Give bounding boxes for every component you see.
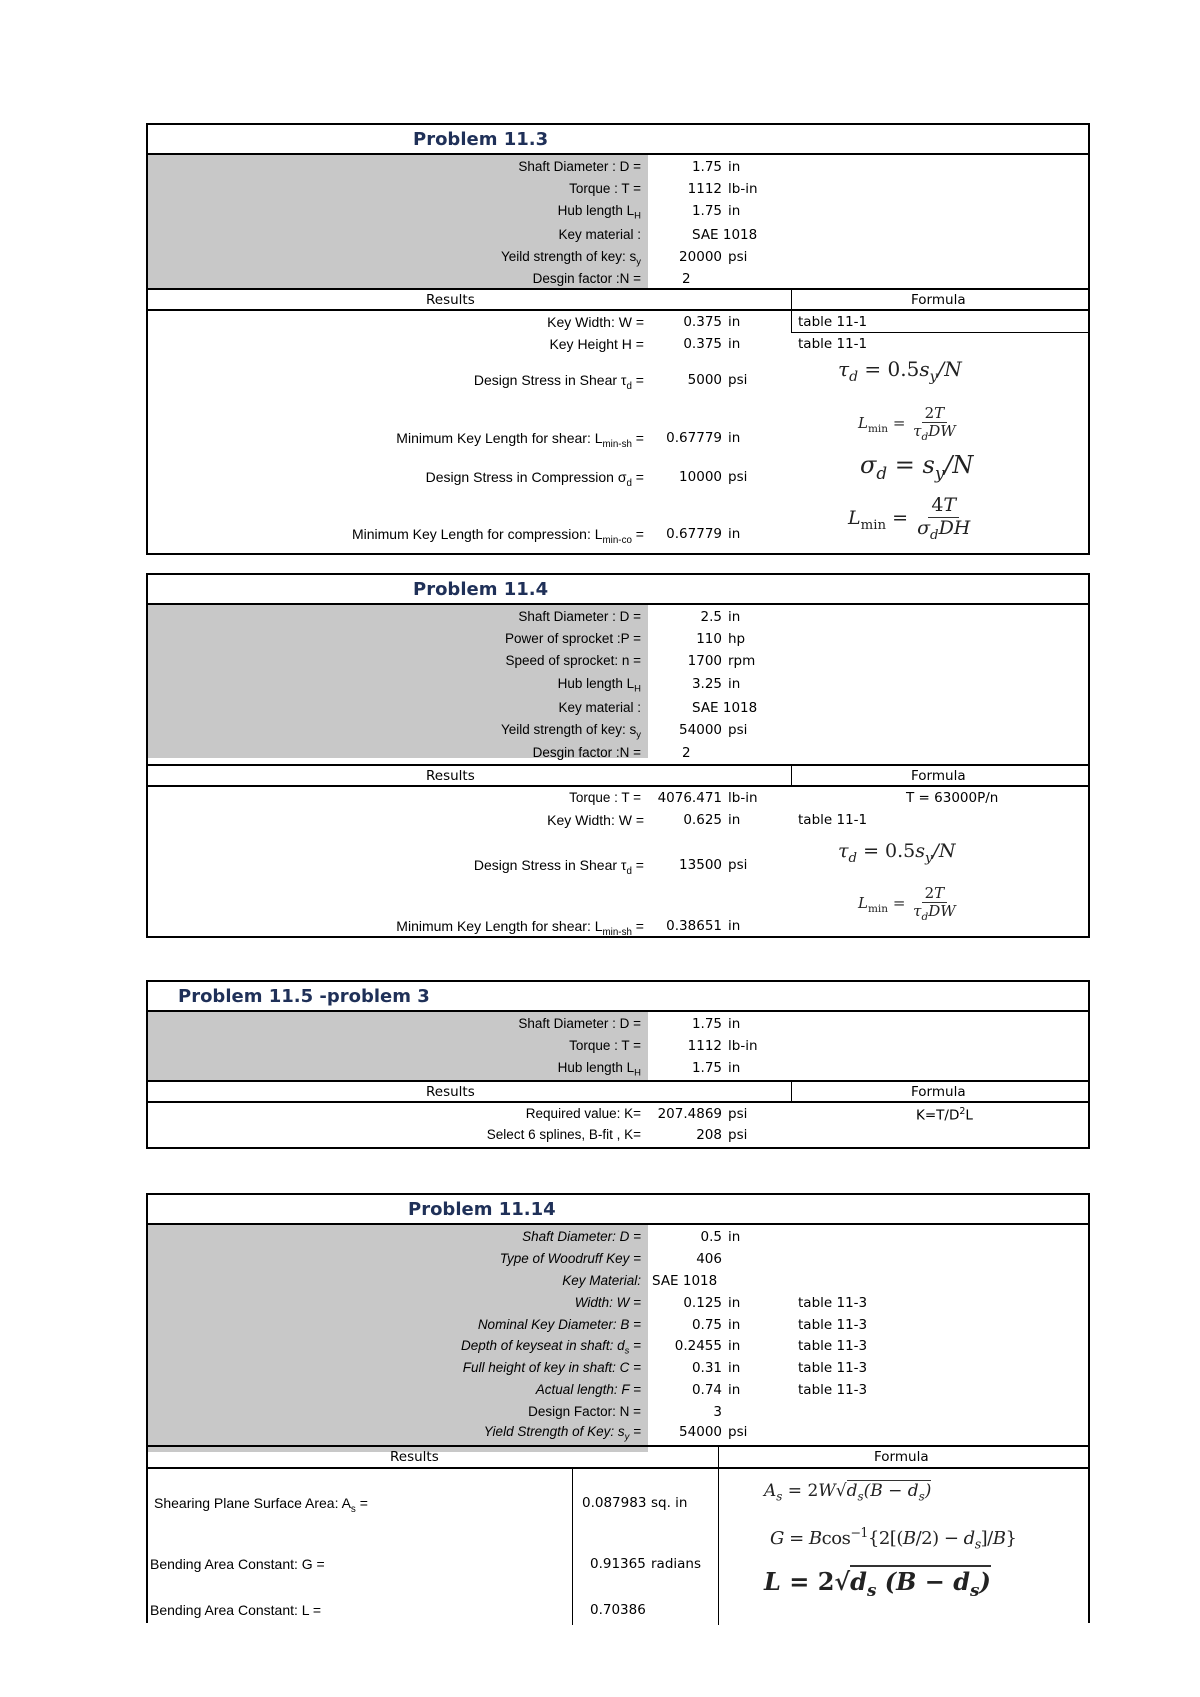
input-label: Design Factor: N = bbox=[528, 1404, 641, 1419]
input-value: 3.25 bbox=[691, 676, 722, 692]
input-unit: hp bbox=[728, 631, 746, 647]
result-unit: sq. in bbox=[651, 1495, 688, 1511]
result-unit: in bbox=[728, 918, 741, 934]
result-unit: psi bbox=[728, 857, 748, 873]
input-unit: psi bbox=[728, 1424, 748, 1440]
result-value: 207.4869 bbox=[657, 1106, 722, 1122]
input-unit: in bbox=[728, 1382, 741, 1398]
result-unit: in bbox=[728, 336, 741, 352]
input-value: SAE 1018 bbox=[692, 700, 758, 716]
problem-11-14-table bbox=[146, 1193, 1090, 1623]
input-value: 1.75 bbox=[691, 1016, 722, 1032]
problem-11-5-table bbox=[146, 980, 1090, 1149]
input-label: Nominal Key Diameter: B = bbox=[477, 1317, 641, 1332]
input-label: Hub length $L_H$ bbox=[557, 203, 641, 222]
formula-min-length-shear: $L_{min}$ = $\frac{2T}{\tau_dDW}$ bbox=[858, 884, 956, 924]
formula-torque: T = 63000P/n bbox=[906, 790, 999, 806]
input-unit: in bbox=[728, 203, 741, 219]
input-label: Yeild strength of key: $s_y$ bbox=[500, 722, 641, 741]
table-reference: table 11-1 bbox=[798, 336, 868, 352]
result-label: Design Stress in Shear $\tau_d$ = bbox=[473, 857, 644, 877]
formula-design-stress-shear: $\tau_d = 0.5s_y/N$ bbox=[838, 357, 962, 385]
input-unit: psi bbox=[728, 722, 748, 738]
input-label: Shaft Diameter : D = bbox=[518, 1016, 641, 1031]
input-label: Shaft Diameter: D = bbox=[522, 1229, 641, 1244]
input-value: 1700 bbox=[687, 653, 722, 669]
result-value: 4076.471 bbox=[657, 790, 722, 806]
result-value: 0.375 bbox=[683, 336, 722, 352]
input-label: Hub length $L_H$ bbox=[557, 1060, 641, 1079]
input-unit: rpm bbox=[728, 653, 756, 669]
input-unit: in bbox=[728, 676, 741, 692]
result-value: 0.70386 bbox=[590, 1602, 646, 1618]
result-label: Design Stress in Shear $\tau_d$ = bbox=[473, 372, 644, 392]
table-reference: table 11-3 bbox=[798, 1295, 868, 1311]
formula-header: Formula bbox=[911, 1084, 966, 1100]
result-unit: in bbox=[728, 430, 741, 446]
input-unit: in bbox=[728, 1295, 741, 1311]
result-value: 0.087983 bbox=[582, 1495, 647, 1511]
divider bbox=[148, 764, 1088, 766]
input-unit: lb-in bbox=[728, 1038, 758, 1054]
input-value: 2 bbox=[682, 745, 691, 761]
column-divider bbox=[791, 764, 792, 786]
column-divider bbox=[791, 1080, 792, 1102]
input-label: Torque : T = bbox=[569, 1038, 641, 1053]
input-unit: in bbox=[728, 1317, 741, 1333]
input-value: 54000 bbox=[679, 1424, 722, 1440]
input-value: 1.75 bbox=[691, 1060, 722, 1076]
divider bbox=[148, 785, 1088, 787]
input-value: 0.75 bbox=[691, 1317, 722, 1333]
input-label: Type of Woodruff Key = bbox=[499, 1251, 641, 1266]
problem-title: Problem 11.14 bbox=[408, 1199, 556, 1220]
result-value: 0.67779 bbox=[666, 430, 722, 446]
result-value: 5000 bbox=[687, 372, 722, 388]
input-unit: in bbox=[728, 1360, 741, 1376]
input-label: Full height of key in shaft: C = bbox=[462, 1360, 641, 1375]
input-value: SAE 1018 bbox=[652, 1273, 718, 1289]
table-reference: table 11-3 bbox=[798, 1382, 868, 1398]
result-label: Select 6 splines, B-fit , K= bbox=[486, 1127, 641, 1142]
input-value: 1.75 bbox=[691, 159, 722, 175]
column-divider bbox=[791, 288, 792, 310]
result-label: Key Width: W = bbox=[547, 314, 644, 330]
formula-k: $K=T/D^2L$ bbox=[916, 1106, 973, 1124]
results-header: Results bbox=[390, 1449, 439, 1465]
result-unit: psi bbox=[728, 1106, 748, 1122]
result-value: 0.625 bbox=[683, 812, 722, 828]
results-header: Results bbox=[426, 768, 475, 784]
input-value: 406 bbox=[696, 1251, 722, 1267]
input-value: 54000 bbox=[679, 722, 722, 738]
result-label: Bending Area Constant: G = bbox=[150, 1556, 325, 1572]
input-value: 20000 bbox=[679, 249, 722, 265]
column-divider bbox=[718, 1445, 719, 1625]
input-unit: in bbox=[728, 1229, 741, 1245]
column-divider bbox=[572, 1467, 573, 1625]
input-label: Key material : bbox=[558, 700, 641, 715]
input-value: 3 bbox=[713, 1404, 722, 1420]
table-reference: table 11-1 bbox=[798, 314, 868, 330]
table-reference: table 11-3 bbox=[798, 1360, 868, 1376]
result-label: Design Stress in Compression $\sigma_d$ = bbox=[425, 469, 644, 489]
input-value: 110 bbox=[696, 631, 722, 647]
input-label: Torque : T = bbox=[569, 181, 641, 196]
input-value: 1.75 bbox=[691, 203, 722, 219]
formula-min-length-shear: $L_{min}$ = $\frac{2T}{\tau_dDW}$ bbox=[858, 404, 956, 444]
input-label: Speed of sprocket: n = bbox=[505, 653, 641, 668]
result-unit: psi bbox=[728, 1127, 748, 1143]
divider bbox=[148, 309, 1088, 311]
formula-header: Formula bbox=[911, 292, 966, 308]
formula-design-stress-shear: $\tau_d = 0.5s_y/N$ bbox=[838, 840, 956, 866]
result-label: Required value: K= bbox=[525, 1106, 641, 1121]
result-value: 0.38651 bbox=[666, 918, 722, 934]
divider bbox=[148, 1101, 1088, 1103]
input-value: 1112 bbox=[687, 181, 722, 197]
result-label: Minimum Key Length for compression: $L_{min-co}$ = bbox=[351, 526, 644, 546]
input-label: Shaft Diameter : D = bbox=[518, 159, 641, 174]
input-unit: psi bbox=[728, 249, 748, 265]
input-label: Hub length $L_H$ bbox=[557, 676, 641, 695]
divider bbox=[148, 1080, 1088, 1082]
table-reference: table 11-3 bbox=[798, 1317, 868, 1333]
result-value: 208 bbox=[696, 1127, 722, 1143]
divider bbox=[791, 332, 1088, 333]
input-label: Desgin factor :N = bbox=[532, 271, 641, 286]
formula-header: Formula bbox=[911, 768, 966, 784]
input-label: Yeild strength of key: $s_y$ bbox=[500, 249, 641, 268]
results-header: Results bbox=[426, 292, 475, 308]
input-label: Key Material: bbox=[562, 1273, 641, 1288]
formula-bending-constant-g: $G = Bcos^{-1}\{2[(B/2) - d_s]/B\}$ bbox=[770, 1525, 1017, 1552]
input-value: 0.31 bbox=[691, 1360, 722, 1376]
result-label: Minimum Key Length for shear: $L_{min-sh}$ = bbox=[396, 918, 644, 938]
input-unit: in bbox=[728, 159, 741, 175]
problem-11-4-table bbox=[146, 573, 1090, 938]
formula-shearing-area: $A_s = 2W√d_s(B - d_s)$ bbox=[764, 1481, 932, 1504]
input-label: Actual length: F = bbox=[535, 1382, 641, 1397]
table-reference: table 11-1 bbox=[798, 812, 868, 828]
input-unit: in bbox=[728, 1060, 741, 1076]
input-value: 0.74 bbox=[691, 1382, 722, 1398]
input-label: Key material : bbox=[558, 227, 641, 242]
input-unit: lb-in bbox=[728, 181, 758, 197]
input-value: 0.125 bbox=[683, 1295, 722, 1311]
result-label: Bending Area Constant: L = bbox=[150, 1602, 322, 1618]
result-value: 0.375 bbox=[683, 314, 722, 330]
divider bbox=[148, 288, 1088, 290]
result-label: Shearing Plane Surface Area: $A_s$ = bbox=[154, 1495, 368, 1515]
result-unit: in bbox=[728, 812, 741, 828]
divider bbox=[148, 1445, 1088, 1447]
input-label: Power of sprocket :P = bbox=[505, 631, 641, 646]
result-unit: in bbox=[728, 526, 741, 542]
input-label: Width: W = bbox=[574, 1295, 641, 1310]
results-header: Results bbox=[426, 1084, 475, 1100]
problem-title: Problem 11.5 -problem 3 bbox=[178, 986, 430, 1007]
input-label: Depth of keyseat in shaft: $d_s$ = bbox=[461, 1338, 641, 1357]
result-unit: in bbox=[728, 314, 741, 330]
result-value: 0.67779 bbox=[666, 526, 722, 542]
result-label: Key Width: W = bbox=[547, 812, 644, 828]
result-value: 10000 bbox=[679, 469, 722, 485]
formula-design-stress-compression: $\sigma_d = s_y/N$ bbox=[860, 451, 974, 483]
result-unit: psi bbox=[728, 372, 748, 388]
result-label: Key Height H = bbox=[549, 336, 644, 352]
result-unit: psi bbox=[728, 469, 748, 485]
input-value: 0.2455 bbox=[674, 1338, 722, 1354]
table-reference: table 11-3 bbox=[798, 1338, 868, 1354]
problem-11-3-table bbox=[146, 123, 1090, 555]
input-value: 0.5 bbox=[700, 1229, 722, 1245]
input-value: 2.5 bbox=[700, 609, 722, 625]
divider bbox=[148, 1467, 1088, 1469]
input-value: 1112 bbox=[687, 1038, 722, 1054]
input-label: Yield Strength of Key: $s_y$ = bbox=[483, 1424, 641, 1443]
input-unit: in bbox=[728, 1016, 741, 1032]
problem-title: Problem 11.3 bbox=[413, 129, 549, 150]
result-label: Torque : T = bbox=[569, 790, 641, 805]
input-unit: in bbox=[728, 1338, 741, 1354]
formula-header: Formula bbox=[874, 1449, 929, 1465]
input-value: SAE 1018 bbox=[692, 227, 758, 243]
input-unit: in bbox=[728, 609, 741, 625]
input-label: Desgin factor :N = bbox=[532, 745, 641, 760]
result-unit: lb-in bbox=[728, 790, 758, 806]
formula-min-length-compression: $L_{min}$ = $\frac{4T}{\sigma_dDH}$ bbox=[848, 494, 971, 543]
column-divider bbox=[791, 310, 792, 332]
input-label: Shaft Diameter : D = bbox=[518, 609, 641, 624]
input-value: 2 bbox=[682, 271, 691, 287]
result-value: 13500 bbox=[679, 857, 722, 873]
result-label: Minimum Key Length for shear: $L_{min-sh}$ = bbox=[396, 430, 644, 450]
formula-bending-constant-l: $L = 2√d_s$ $(B - d_s)$ bbox=[764, 1567, 991, 1600]
problem-title: Problem 11.4 bbox=[413, 579, 549, 600]
result-value: 0.91365 bbox=[590, 1556, 646, 1572]
result-unit: radians bbox=[651, 1556, 702, 1572]
